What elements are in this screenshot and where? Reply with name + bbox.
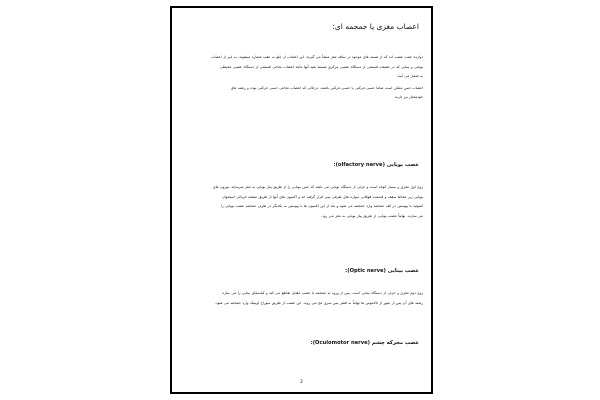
section-heading-oculomotor	[311, 340, 419, 346]
heading-text-fa: عصب بویایی	[386, 162, 419, 168]
intro-line: بویایی و بینایی که در حقیقت قسمتی از دستگاه عصبی مرکزی هستند بقیه آنها مانند اعصاب نخاعی قسمتی از دستگاه عصبی محیطی	[219, 64, 423, 69]
heading-text-en: (olfactory nerve)	[335, 162, 385, 168]
heading-text-fa: عصب محرکه چشم	[371, 340, 419, 346]
body-line: می سازند. نهایتاً عصب بویایی از طریق پیاز بویایی به مغز می رود.	[321, 213, 423, 218]
heading-text-en: (Oculomotor nerve)	[312, 340, 370, 346]
heading-suffix: :	[310, 340, 313, 346]
section-body-optic	[180, 290, 423, 309]
page-number: 2	[300, 379, 303, 384]
document-page	[170, 6, 433, 394]
intro-line: خودمختار نیز دارند.	[393, 95, 423, 100]
body-line: بویایی زیر مخاط سقف و قسمت فوقانی دیواره های طرفی بینی قرار گرفته اند و اکسون های آنها از طریق صفحه غربالی استخوان	[222, 194, 423, 199]
intro-line: به شمار می آیند.	[396, 74, 423, 79]
body-line: زوج دوم مغزی و جزئی از دستگاه بینایی است. پس از ورود به جمجمه با عصب مقابل تقاطع می کند و کیاسمای بینایی را می سازد.	[221, 291, 423, 295]
page-title: اعصاب مغزی یا جمجمه ای:	[332, 22, 419, 31]
intro-line: اعصاب حس ممکن است تماما حسی-حرکتی یا حسی-حرکتی باشند. درحالی که اعصاب نخاعی حسی حرکتی بوده و رشته های	[230, 85, 423, 90]
heading-suffix: :	[345, 268, 348, 274]
intro-paragraph	[180, 54, 423, 104]
heading-text-en: (Optic nerve)	[347, 268, 386, 274]
heading-text-fa: عصب بینایی	[387, 268, 419, 274]
intro-line: دوازده جفت عصب اند که از هسته های موجود در ساقه مغز منشأ می گیرند. این اعصاب از جلو به عقب شماره میشوند، به غیر از اعصاب	[211, 55, 423, 59]
body-line: اتموئید با پیوستن در کف جمجمه وارد جمجمه می شود و بعد از این اکسون ها با پیوستن به یکدیگر در طرف جمجمه عصب بویایی را	[220, 204, 423, 209]
section-heading-optic	[345, 268, 419, 274]
body-line: زوج اول مغزی و بسیار کوتاه است و جزئی از دستگاه بویایی می باشد که حس بویایی را از طریق پیاز بویایی به مغز میرساند. نورون های	[212, 185, 423, 189]
heading-suffix: :	[333, 162, 336, 168]
section-body-olfactory	[180, 184, 423, 222]
page-content	[180, 14, 423, 388]
section-heading-olfactory	[333, 162, 419, 168]
body-line: رشته های آن پس از عبور از تالاموس ها نهایتاً به قشر پس سری مخ می روند. این عصب از طریق سوراخ اوپتیک وارد جمجمه می شود.	[214, 300, 423, 305]
